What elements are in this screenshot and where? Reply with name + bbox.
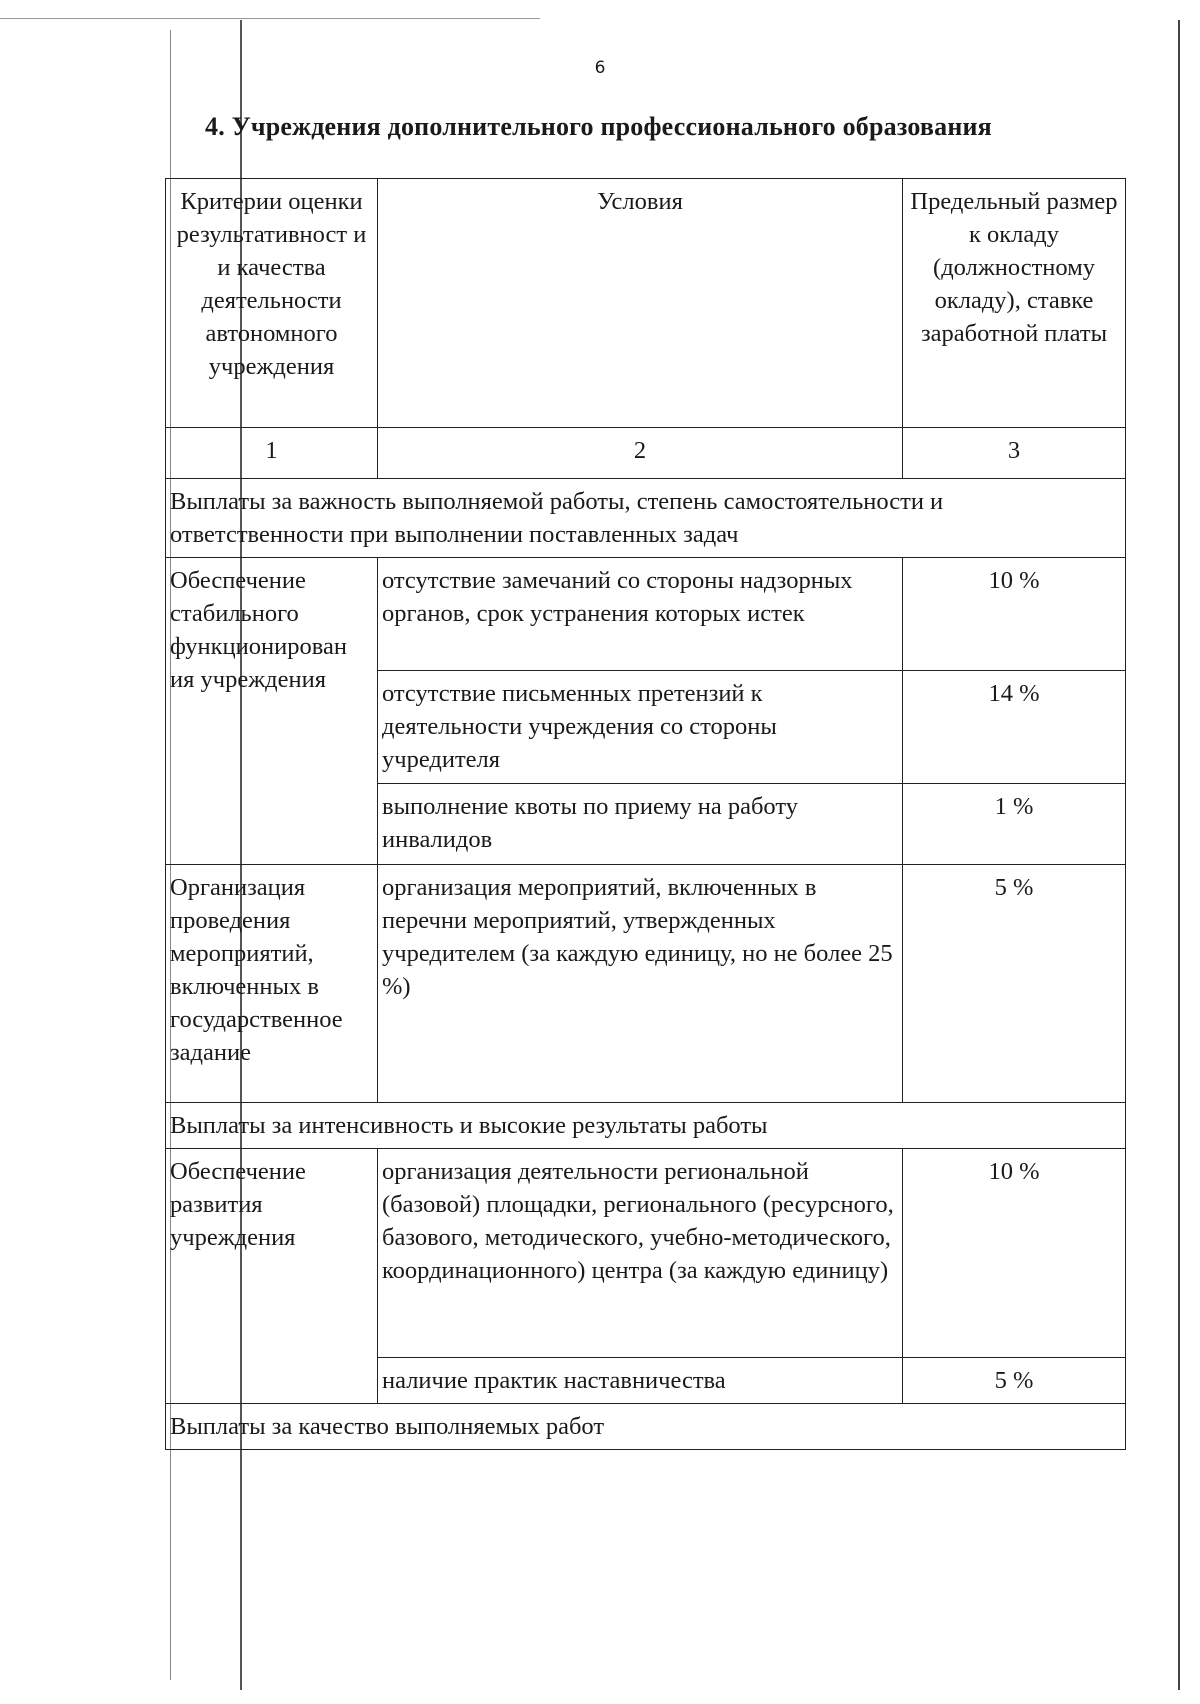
header-limit: Предельный размер к окладу (должностному окладу), ставке заработной платы (903, 179, 1126, 428)
criterion-cell: Обеспечение развития учреждения (166, 1149, 378, 1404)
section-title: 4. Учреждения дополнительного профессионального образования (205, 112, 992, 141)
section-heading-row (166, 1103, 1126, 1149)
section-heading-row (166, 479, 1126, 558)
column-number: 1 (166, 428, 378, 479)
section-heading-row (166, 1404, 1126, 1450)
value-cell: 10 % (903, 1149, 1126, 1358)
column-number: 2 (378, 428, 903, 479)
table-row (166, 865, 1126, 1103)
value-cell: 10 % (903, 558, 1126, 671)
condition-cell: отсутствие замечаний со стороны надзорных органов, срок устранения которых истек (378, 558, 903, 671)
value-cell: 14 % (903, 671, 1126, 784)
criterion-cell: Обеспечение стабильного функционирован ия учреждения (166, 558, 378, 865)
scan-top-line (0, 18, 540, 19)
table-row (166, 1149, 1126, 1358)
page-number: 6 (594, 58, 606, 78)
value-cell: 5 % (903, 865, 1126, 1103)
condition-cell: выполнение квоты по приему на работу инвалидов (378, 784, 903, 865)
scan-edge-line (1178, 20, 1180, 1690)
condition-cell: отсутствие письменных претензий к деятельности учреждения со стороны учредителя (378, 671, 903, 784)
condition-cell: организация мероприятий, включенных в перечни мероприятий, утвержденных учредителем (за каждую единицу, но не более 25 %) (378, 865, 903, 1103)
section-heading: Выплаты за важность выполняемой работы, степень самостоятельности и ответственности при выполнении поставленных задач (166, 479, 1126, 558)
section-heading: Выплаты за интенсивность и высокие результаты работы (166, 1103, 1126, 1149)
section-heading: Выплаты за качество выполняемых работ (166, 1404, 1126, 1450)
criterion-cell: Организация проведения мероприятий, включенных в государственное задание (166, 865, 378, 1103)
column-number: 3 (903, 428, 1126, 479)
criteria-table (165, 178, 1126, 1450)
value-cell: 1 % (903, 784, 1126, 865)
column-number-row (166, 428, 1126, 479)
value-cell: 5 % (903, 1358, 1126, 1404)
table-row (166, 558, 1126, 671)
table-header-row (166, 179, 1126, 428)
header-conditions: Условия (378, 179, 903, 428)
header-criteria: Критерии оценки результативност и и качества деятельности автономного учреждения (166, 179, 378, 428)
condition-cell: наличие практик наставничества (378, 1358, 903, 1404)
condition-cell: организация деятельности региональной (базовой) площадки, регионального (ресурсного, базового, методического, учебно-методического, координационного) центра (за каждую единицу) (378, 1149, 903, 1358)
